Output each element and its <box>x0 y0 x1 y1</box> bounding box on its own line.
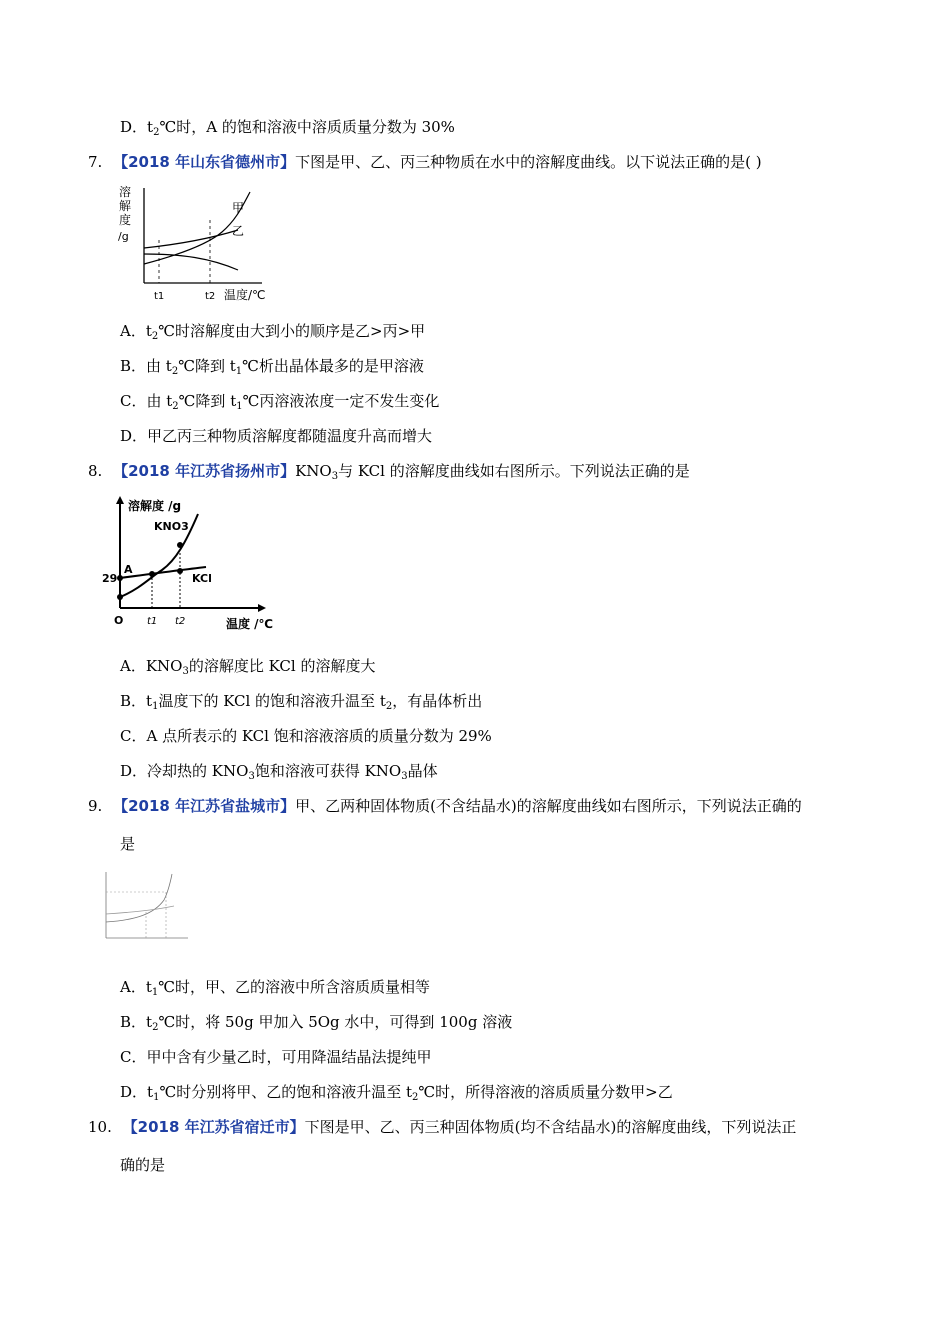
q7-ylabel-3: 度 <box>119 213 132 227</box>
q7-option-a: A．$t_2℃$时溶解度由大到小的顺序是乙>丙>甲 <box>120 322 426 342</box>
q8-label-a: A <box>124 563 133 576</box>
q9-option-b: B．$t_2℃$时，将 50g 甲加入 5Og 水中，可得到 100g 溶液 <box>120 1013 513 1033</box>
source-tag: 【2018 年山东省德州市】 <box>113 153 296 171</box>
q9-stem: 9. 【2018 年江苏省盐城市】甲、乙两种固体物质(不含结晶水)的溶解度曲线如右图所示，下列说法正确的 <box>88 797 802 815</box>
q7-ylabel-2: 解 <box>119 199 132 213</box>
q8-option-b: B．$t_1$温度下的 KCl 的饱和溶液升温至 $t_2$，有晶体析出 <box>120 692 483 712</box>
source-tag: 【2018 年江苏省宿迁市】 <box>122 1118 305 1136</box>
q7-tick-t2: t2 <box>205 291 216 302</box>
q8-solubility-chart <box>100 494 286 636</box>
q8-ylabel: 溶解度 /g <box>128 499 182 513</box>
q7-xlabel: 温度/℃ <box>224 288 266 302</box>
q8-point-origin <box>117 594 123 600</box>
q7-option-c: C．由 $t_2℃$降到 $t_1℃$丙溶液浓度一定不发生变化 <box>120 392 440 412</box>
q8-label-origin: O <box>114 614 124 627</box>
q7-curve-yi <box>144 230 238 248</box>
source-tag: 【2018 年江苏省盐城市】 <box>113 797 296 815</box>
question-number: 10. <box>88 1118 112 1136</box>
q8-xlabel: 温度 /℃ <box>226 617 274 631</box>
q9-stem-cont: 是 <box>120 835 136 853</box>
q8-label-kno3: KNO3 <box>154 520 189 533</box>
q8-tick-t1: t1 <box>147 616 158 627</box>
q7-stem: 7. 【2018 年山东省德州市】下图是甲、乙、丙三种物质在水中的溶解度曲线。以下说法正确的是( ) <box>88 153 762 171</box>
q7-ylabel-4: /g <box>118 230 129 243</box>
q7-label-yi: 乙 <box>232 224 245 238</box>
q8-y-arrow <box>116 496 124 504</box>
q8-option-a: A．$KNO_3$的溶解度比 KCl 的溶解度大 <box>120 657 376 677</box>
q7-ylabel-1: 溶 <box>119 185 132 199</box>
q8-tick-t2: t2 <box>175 616 186 627</box>
q9-option-a: A．$t_1℃$时，甲、乙的溶液中所含溶质质量相等 <box>120 978 431 998</box>
q9-option-d: D．$t_1℃$时分别将甲、乙的饱和溶液升温至 $t_2℃$时，所得溶液的溶质质量分数甲>乙 <box>120 1083 673 1103</box>
q9-curve-yi <box>106 906 174 914</box>
q7-option-d: D．甲乙丙三种物质溶解度都随温度升高而增大 <box>120 427 433 445</box>
q7-label-jia: 甲 <box>232 201 245 215</box>
q6-option-d: D．$t_2℃$时，A 的饱和溶液中溶质质量分数为 30% <box>120 118 455 138</box>
question-number: 9. <box>88 797 103 815</box>
q10-stem: 10. 【2018 年江苏省宿迁市】下图是甲、乙、丙三种固体物质(均不含结晶水)的溶解度曲线，下列说法正 <box>88 1118 797 1136</box>
q9-option-c: C．甲中含有少量乙时，可用降温结晶法提纯甲 <box>120 1048 432 1066</box>
question-number: 7. <box>88 153 103 171</box>
q7-curve-bing <box>144 254 238 270</box>
q9-curve-jia <box>106 874 172 922</box>
q8-option-d: D．冷却热的 $KNO_3$饱和溶液可获得 $KNO_3$晶体 <box>120 762 438 782</box>
q8-stem: 8. 【2018 年江苏省扬州市】$KNO_3$与 KCl 的溶解度曲线如右图所示。下列说法正确的是 <box>88 462 690 482</box>
q7-tick-t1: t1 <box>154 291 165 302</box>
question-number: 8. <box>88 462 103 480</box>
q8-option-c: C．A 点所表示的 KCl 饱和溶液溶质的质量分数为 29% <box>120 727 492 745</box>
q9-solubility-chart-thumbnail <box>96 864 196 948</box>
q8-point-a <box>117 575 123 581</box>
q8-label-kcl: KCl <box>192 572 212 585</box>
q8-x-arrow <box>258 604 266 612</box>
q7-solubility-chart <box>112 182 282 306</box>
q7-option-b: B．由 $t_2℃$降到 $t_1℃$析出晶体最多的是甲溶液 <box>120 357 424 377</box>
q8-label-29: 29 <box>102 572 118 585</box>
source-tag: 【2018 年江苏省扬州市】 <box>113 462 296 480</box>
q10-stem-cont: 确的是 <box>120 1156 166 1174</box>
